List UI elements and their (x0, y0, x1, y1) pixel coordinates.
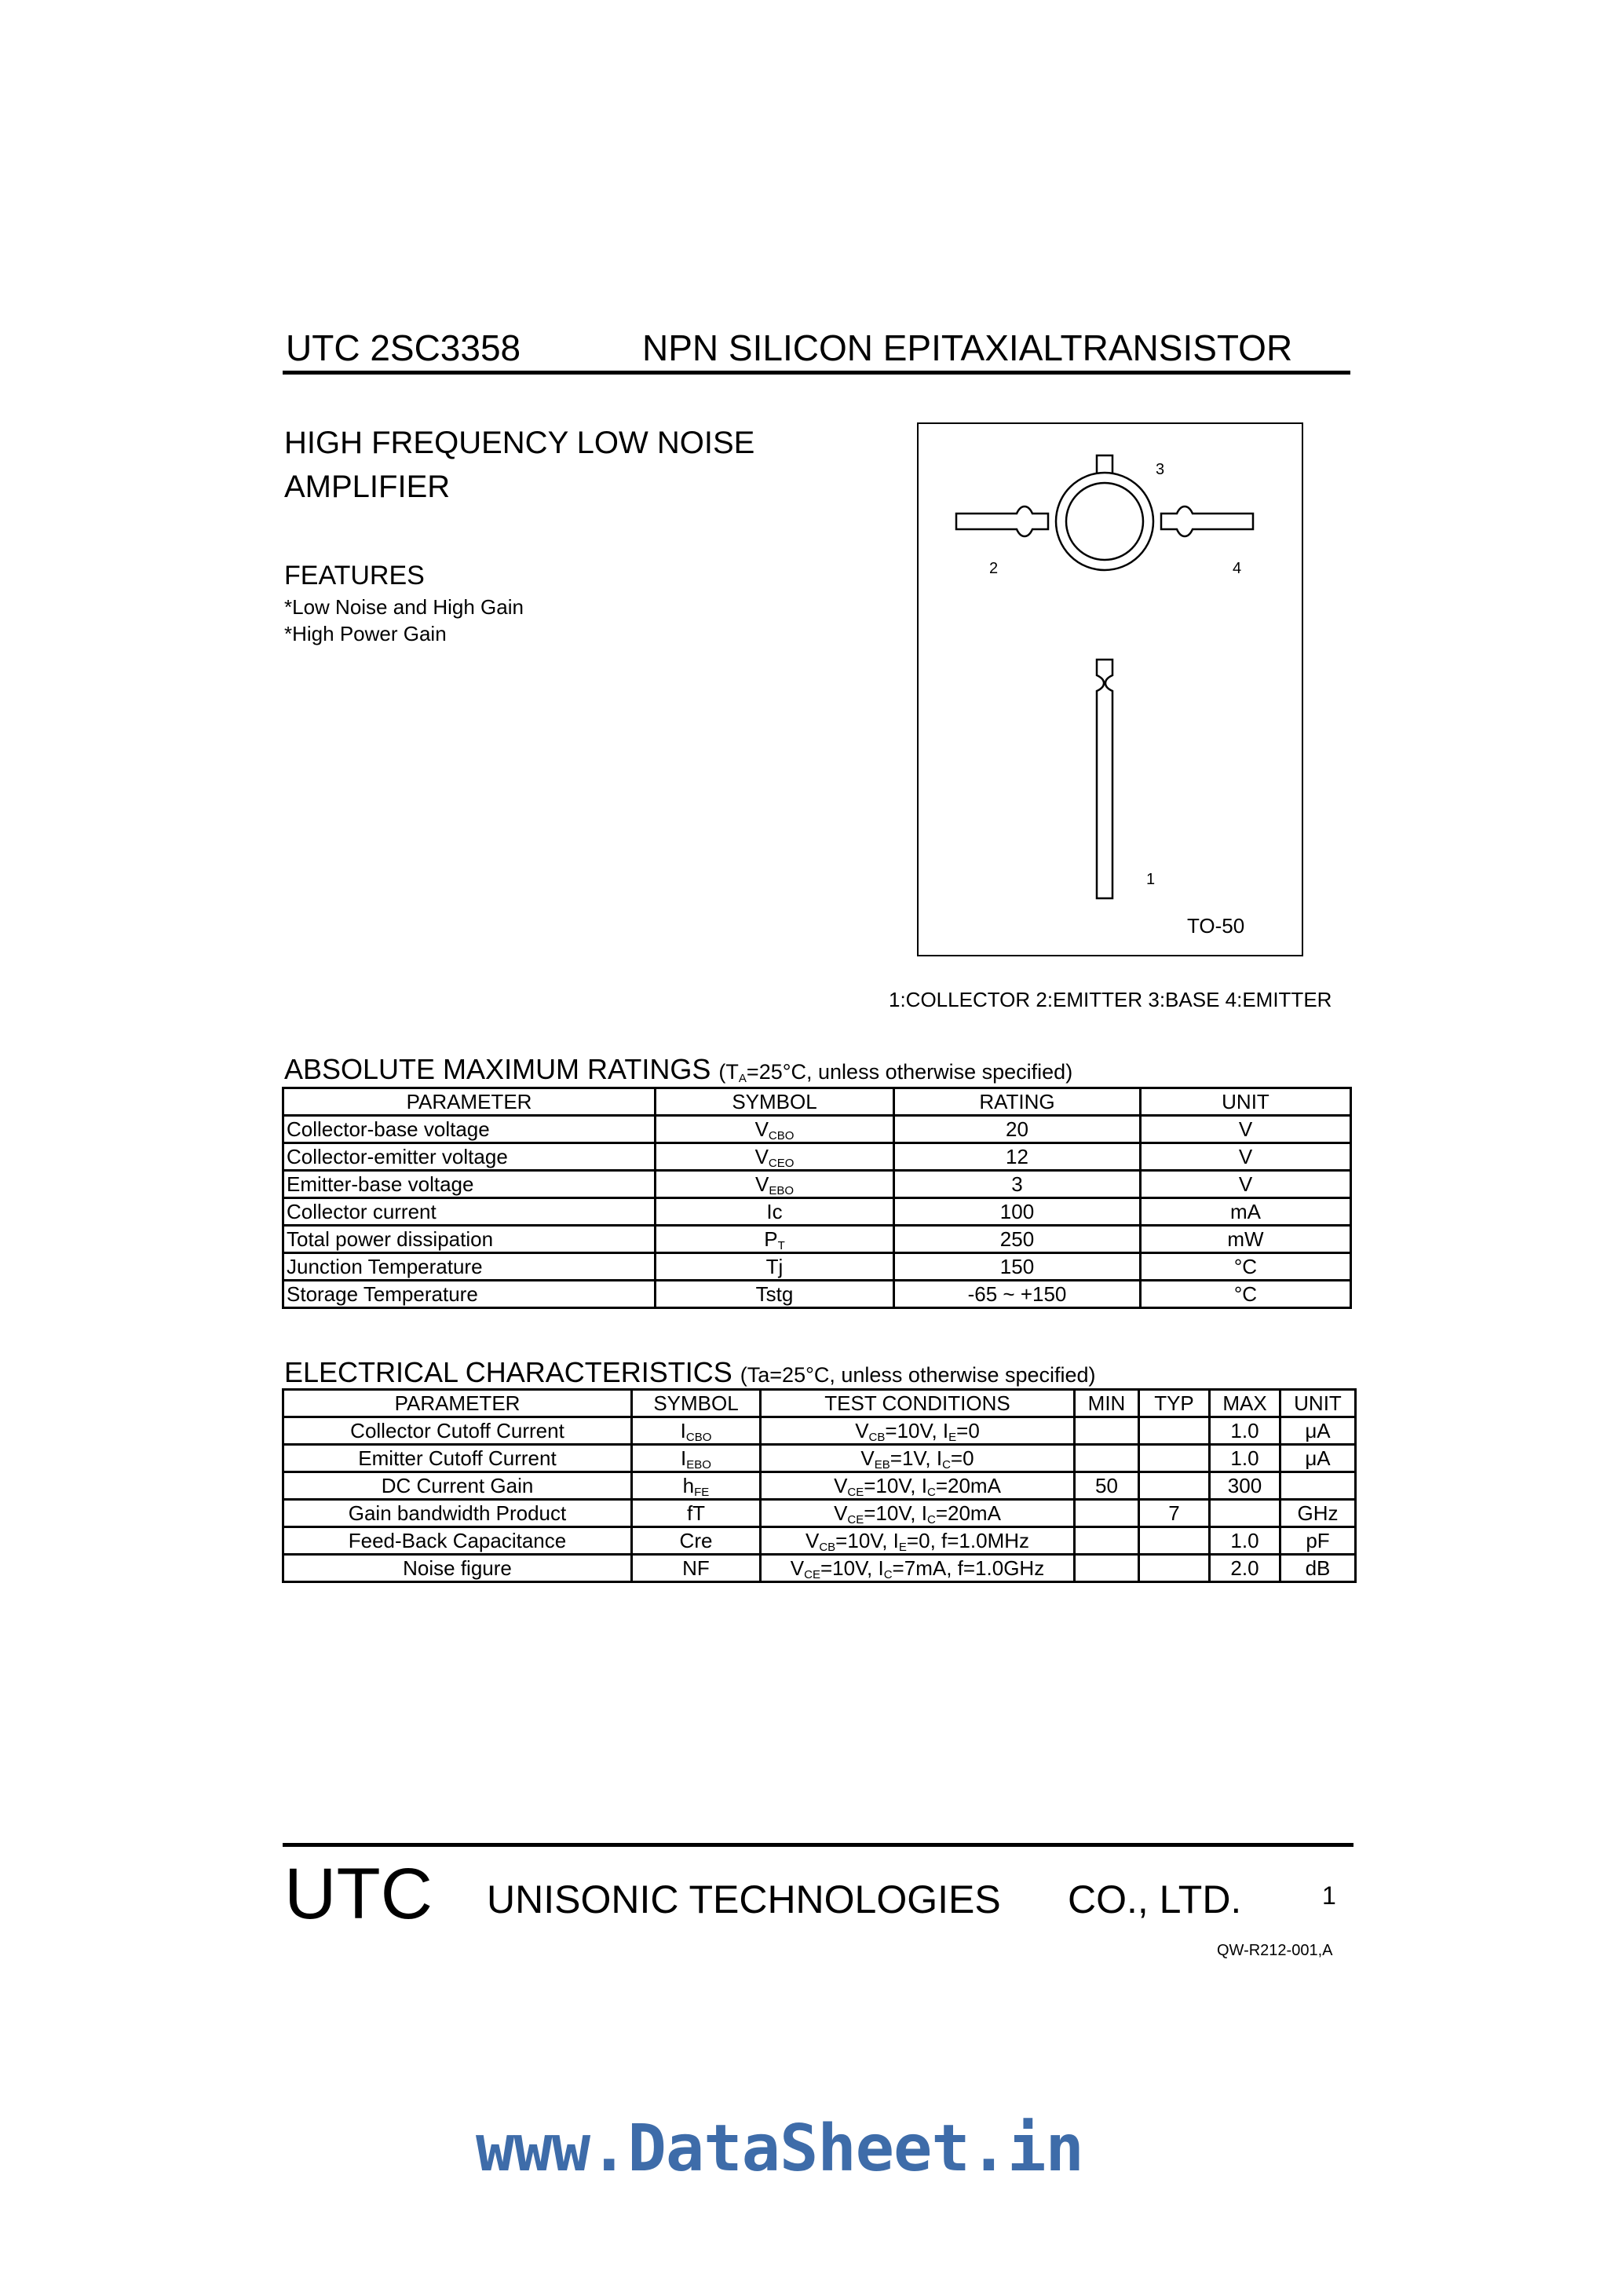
param-cell: Gain bandwidth Product (283, 1500, 632, 1527)
part-number: UTC 2SC3358 (286, 327, 521, 368)
unit-cell: μA (1280, 1417, 1356, 1445)
condition-cell: $V_{EB}=1V$, $I_C=0$ (761, 1445, 1075, 1472)
footer-company: UNISONIC TECHNOLOGIES (487, 1877, 1001, 1921)
elec-table (282, 1388, 1357, 1583)
package-diagram (917, 422, 1303, 956)
pinout-legend: 1:COLLECTOR 2:EMITTER 3:BASE 4:EMITTER (889, 988, 1332, 1011)
unit-cell: V (1141, 1143, 1351, 1171)
abs-max-note: ($T_A=25^\circ C$, unless otherwise specified) (718, 1060, 1073, 1085)
pin-label-2: 2 (989, 560, 999, 577)
rating-cell: 20 (894, 1116, 1141, 1143)
col-header: TYP (1139, 1390, 1210, 1417)
symbol-cell: NF (632, 1555, 761, 1582)
condition-cell: $V_{CE}=10V$, $I_C=20mA$ (761, 1472, 1075, 1500)
param-cell: Total power dissipation (283, 1226, 656, 1253)
unit-cell: dB (1280, 1555, 1356, 1582)
param-cell: DC Current Gain (283, 1472, 632, 1500)
symbol-cell: $I_{EBO}$ (632, 1445, 761, 1472)
rating-cell: 150 (894, 1253, 1141, 1281)
symbol-cell: $I_{CBO}$ (632, 1417, 761, 1445)
table-row (283, 1281, 1351, 1308)
table-row (283, 1472, 1356, 1500)
max-cell (1210, 1500, 1280, 1527)
abs-max-heading (284, 1055, 1072, 1084)
footer-brand: UTC (284, 1854, 433, 1934)
param-cell: Collector-base voltage (283, 1116, 656, 1143)
unit-cell: GHz (1280, 1500, 1356, 1527)
unit-cell: mA (1141, 1198, 1351, 1226)
rating-cell: 250 (894, 1226, 1141, 1253)
col-header: PARAMETER (283, 1088, 656, 1116)
abs-max-title: ABSOLUTE MAXIMUM RATINGS (284, 1053, 711, 1085)
unit-cell (1280, 1472, 1356, 1500)
condition-cell: $V_{CB}=10V$, $I_E=0$, f=1.0MHz (761, 1527, 1075, 1555)
col-header: MIN (1075, 1390, 1139, 1417)
rating-cell: 12 (894, 1143, 1141, 1171)
unit-cell: V (1141, 1116, 1351, 1143)
table-header-row (283, 1390, 1356, 1417)
feature-item: *High Power Gain (284, 622, 447, 645)
param-cell: Storage Temperature (283, 1281, 656, 1308)
table-row (283, 1253, 1351, 1281)
col-header: MAX (1210, 1390, 1280, 1417)
typ-cell (1139, 1555, 1210, 1582)
param-cell: Emitter-base voltage (283, 1171, 656, 1198)
param-cell: Junction Temperature (283, 1253, 656, 1281)
unit-cell: V (1141, 1171, 1351, 1198)
rating-cell: 3 (894, 1171, 1141, 1198)
elec-heading (284, 1358, 1096, 1387)
param-cell: Collector-emitter voltage (283, 1143, 656, 1171)
table-row (283, 1527, 1356, 1555)
max-cell: 1.0 (1210, 1527, 1280, 1555)
condition-cell: $V_{CE}=10V$, $I_C=20mA$ (761, 1500, 1075, 1527)
col-header: UNIT (1280, 1390, 1356, 1417)
min-cell: 50 (1075, 1472, 1139, 1500)
rating-cell: -65 ~ +150 (894, 1281, 1141, 1308)
pin-label-1: 1 (1146, 871, 1156, 888)
unit-cell: pF (1280, 1527, 1356, 1555)
footer-suffix: CO., LTD. (1068, 1877, 1242, 1921)
header-rule (283, 371, 1350, 375)
symbol-cell: Cre (632, 1527, 761, 1555)
param-cell: Collector current (283, 1198, 656, 1226)
col-header: TEST CONDITIONS (761, 1390, 1075, 1417)
max-cell: 2.0 (1210, 1555, 1280, 1582)
symbol-cell: $V_{CBO}$ (656, 1116, 894, 1143)
min-cell (1075, 1417, 1139, 1445)
symbol-cell: Tj (656, 1253, 894, 1281)
typ-cell (1139, 1417, 1210, 1445)
symbol-cell: Ic (656, 1198, 894, 1226)
table-header-row (283, 1088, 1351, 1116)
min-cell (1075, 1500, 1139, 1527)
min-cell (1075, 1555, 1139, 1582)
symbol-cell: $h_{FE}$ (632, 1472, 761, 1500)
table-row (283, 1171, 1351, 1198)
table-row (283, 1445, 1356, 1472)
col-header: RATING (894, 1088, 1141, 1116)
symbol-cell: $V_{EBO}$ (656, 1171, 894, 1198)
symbol-cell: $V_{CEO}$ (656, 1143, 894, 1171)
table-row (283, 1198, 1351, 1226)
unit-cell: °C (1141, 1281, 1351, 1308)
feature-item: *Low Noise and High Gain (284, 595, 524, 619)
features-heading: FEATURES (284, 561, 425, 590)
table-row (283, 1143, 1351, 1171)
unit-cell: °C (1141, 1253, 1351, 1281)
table-row (283, 1555, 1356, 1582)
col-header: SYMBOL (656, 1088, 894, 1116)
typ-cell: 7 (1139, 1500, 1210, 1527)
footer-rule (283, 1843, 1353, 1847)
table-row (283, 1417, 1356, 1445)
typ-cell (1139, 1445, 1210, 1472)
col-header: PARAMETER (283, 1390, 632, 1417)
symbol-cell: $P_T$ (656, 1226, 894, 1253)
min-cell (1075, 1527, 1139, 1555)
pin-label-3: 3 (1156, 461, 1165, 478)
symbol-cell: fT (632, 1500, 761, 1527)
min-cell (1075, 1445, 1139, 1472)
abs-max-table (282, 1087, 1352, 1309)
col-header: UNIT (1141, 1088, 1351, 1116)
package-name: TO-50 (1187, 914, 1245, 938)
unit-cell: mW (1141, 1226, 1351, 1253)
table-row (283, 1226, 1351, 1253)
typ-cell (1139, 1472, 1210, 1500)
max-cell: 1.0 (1210, 1445, 1280, 1472)
title-line2: AMPLIFIER (284, 470, 451, 504)
watermark-url[interactable]: www.DataSheet.in (476, 2111, 1083, 2186)
rating-cell: 100 (894, 1198, 1141, 1226)
table-row (283, 1116, 1351, 1143)
table-row (283, 1500, 1356, 1527)
device-description: NPN SILICON EPITAXIALTRANSISTOR (642, 327, 1293, 368)
page-number: 1 (1322, 1881, 1336, 1910)
elec-note: (Ta=25°C, unless otherwise specified) (740, 1363, 1096, 1387)
unit-cell: μA (1280, 1445, 1356, 1472)
param-cell: Emitter Cutoff Current (283, 1445, 632, 1472)
condition-cell: $V_{CB}=10V$, $I_E=0$ (761, 1417, 1075, 1445)
pin-label-4: 4 (1233, 560, 1242, 577)
max-cell: 300 (1210, 1472, 1280, 1500)
typ-cell (1139, 1527, 1210, 1555)
param-cell: Feed-Back Capacitance (283, 1527, 632, 1555)
symbol-cell: Tstg (656, 1281, 894, 1308)
condition-cell: $V_{CE}=10V$, $I_C=7mA$, f=1.0GHz (761, 1555, 1075, 1582)
doc-number: QW-R212-001,A (1217, 1942, 1333, 1959)
col-header: SYMBOL (632, 1390, 761, 1417)
param-cell: Noise figure (283, 1555, 632, 1582)
param-cell: Collector Cutoff Current (283, 1417, 632, 1445)
title-line1: HIGH FREQUENCY LOW NOISE (284, 426, 755, 460)
max-cell: 1.0 (1210, 1417, 1280, 1445)
elec-title: ELECTRICAL CHARACTERISTICS (284, 1356, 732, 1388)
to50-outline (919, 424, 1302, 955)
